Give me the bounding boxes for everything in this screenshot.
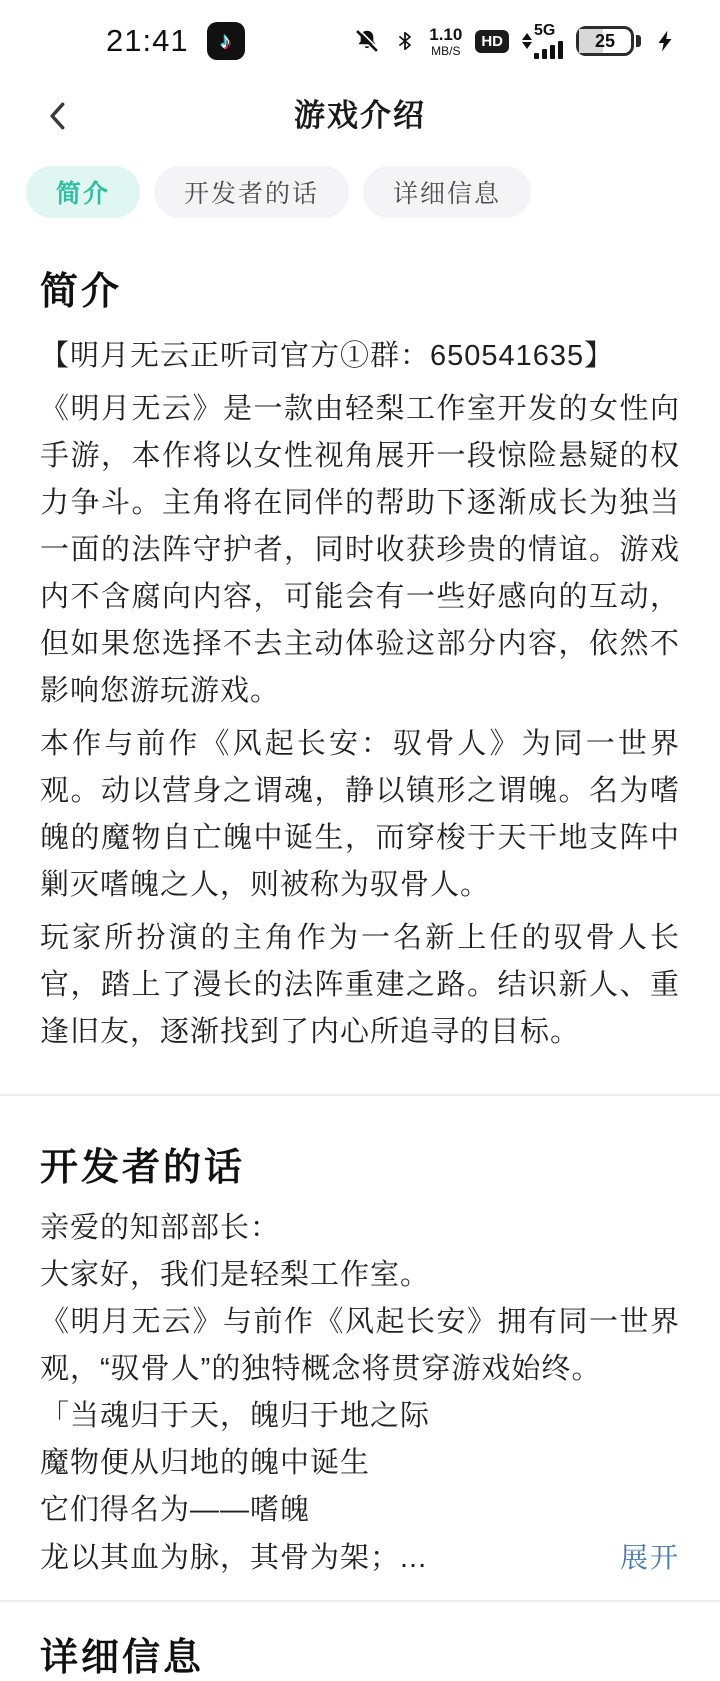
hd-voice-icon: HD [475,30,509,53]
intro-paragraph: 《明月无云》是一款由轻梨工作室开发的女性向手游，本作将以女性视角展开一段惊险悬疑的权力争斗。主角将在同伴的帮助下逐渐成长为独当一面的法阵守护者，同时收获珍贵的情谊。游戏内不含腐向内容，可能会有一些好感向的互动，但如果您选择不去主动体验这部分内容，依然不影响您游玩游戏。 [40,393,680,707]
chevron-left-icon [44,99,72,133]
developer-line: 龙以其血为脉，其骨为架；... [40,1542,428,1574]
tiktok-notification-icon [207,22,245,60]
content-area [0,260,720,1681]
status-time: 21:41 [106,23,189,58]
data-arrows-icon [522,33,532,49]
section-intro [0,260,720,1056]
page-header [0,80,720,152]
mute-bell-icon [353,27,381,55]
signal-bars-icon [534,41,563,59]
expand-button[interactable]: 展开 [619,1542,680,1573]
bluetooth-icon [394,27,416,55]
charging-bolt-icon [654,27,678,55]
network-speed-indicator: 1.10 MB/S [429,24,463,58]
intro-paragraph: 本作与前作《风起长安：驭骨人》为同一世界观。动以营身之谓魂，静以镇形之谓魄。名为嗜魄的魔物自亡魄中诞生，而穿梭于天干地支阵中剿灭嗜魄之人，则被称为驭骨人。 [40,728,680,901]
tab-intro[interactable]: 简介 [26,166,140,218]
tab-details[interactable]: 详细信息 [363,166,531,218]
developer-heading: 开发者的话 [40,1147,246,1189]
section-divider [0,1600,720,1602]
details-heading: 详细信息 [40,1637,205,1679]
developer-line: 它们得名为——嗜魄 [40,1494,311,1526]
developer-line: 「当魂归于天，魄归于地之际 [40,1400,431,1432]
developer-line: 魔物便从归地的魄中诞生 [40,1447,371,1479]
page-title: 游戏介绍 [294,98,426,133]
tab-developer-words[interactable]: 开发者的话 [154,166,349,218]
signal-5g-icon: 5G [522,23,563,59]
music-note-icon: ♪ [220,28,232,53]
section-divider [0,1094,720,1096]
intro-group-line: 【明月无云正听司官方①群：650541635】 [40,340,615,372]
developer-line: 亲爱的知部部长： [40,1212,281,1244]
developer-line: 大家好，我们是轻梨工作室。 [40,1259,431,1291]
section-developer-words [0,1136,720,1582]
intro-heading: 简介 [40,271,123,313]
back-button[interactable] [36,94,80,138]
intro-paragraph: 玩家所扮演的主角作为一名新上任的驭骨人长官，踏上了漫长的法阵重建之路。结识新人、重逢旧友，逐渐找到了内心所追寻的目标。 [40,922,680,1048]
battery-indicator: 25 [576,26,641,56]
developer-truncated-row [40,1534,680,1582]
status-bar [0,0,720,76]
tab-bar [0,166,720,218]
developer-line: 《明月无云》与前作《风起长安》拥有同一世界观，“驭骨人”的独特概念将贯穿游戏始终。 [40,1306,680,1385]
section-details [0,1626,720,1681]
